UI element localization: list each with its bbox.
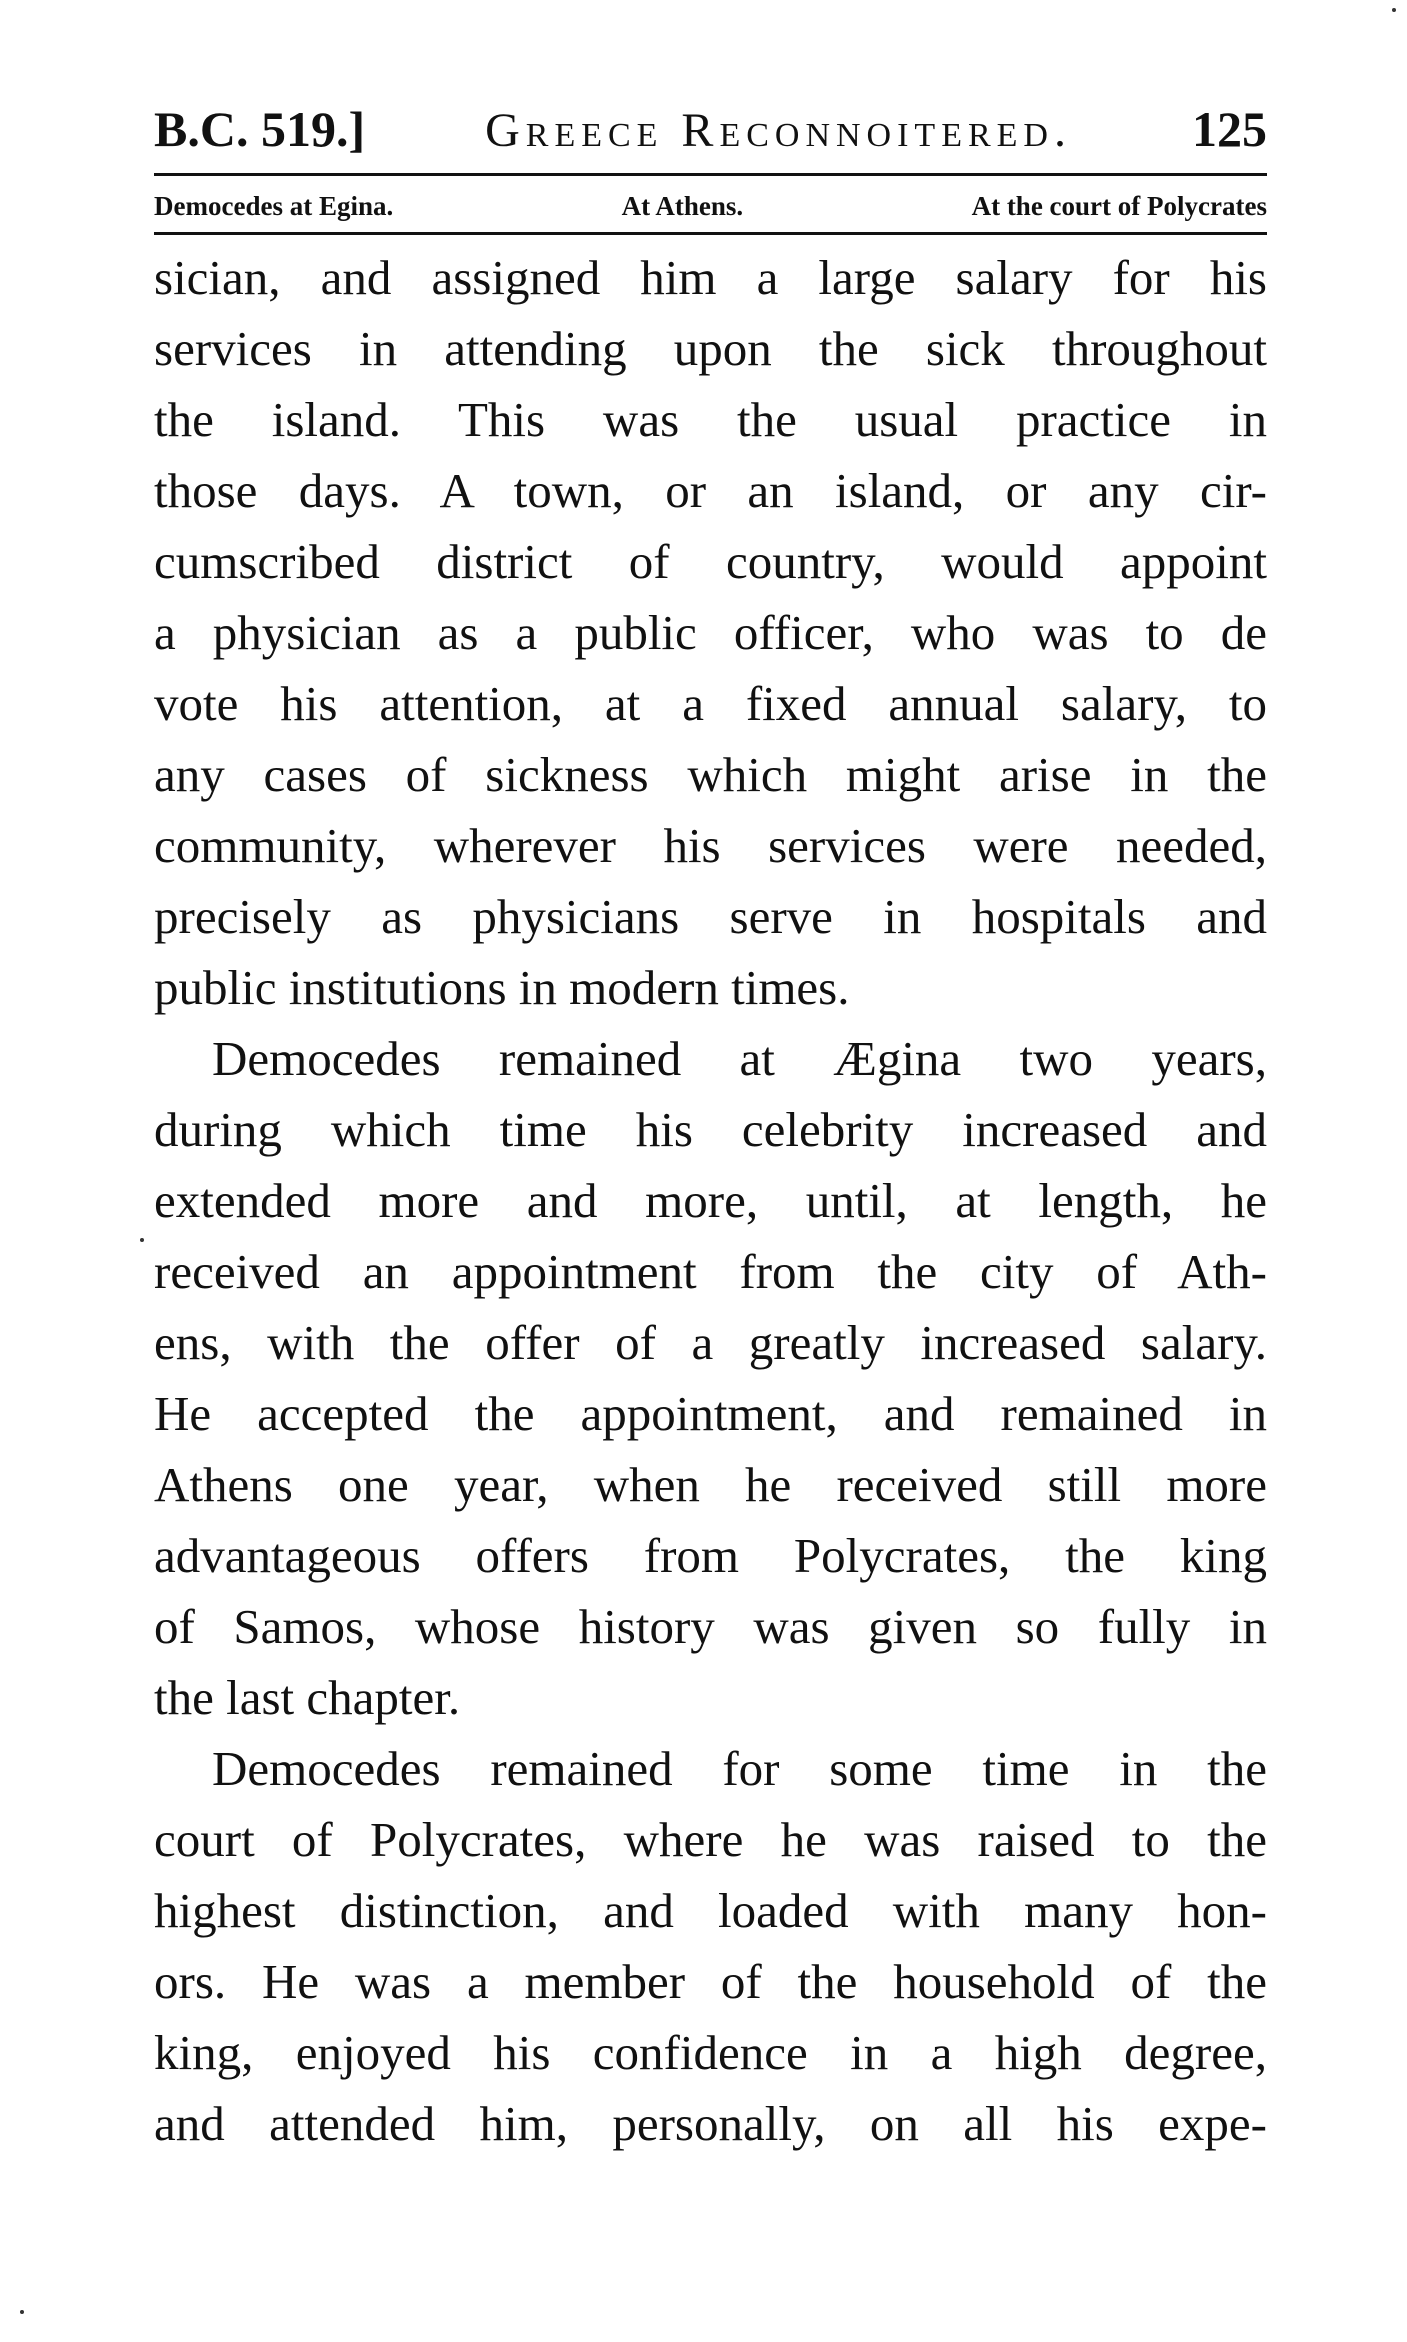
text-line: Democedes remained for some time in the	[212, 1741, 1267, 1796]
text-line: vote his attention, at a fixed annual salary, to	[154, 676, 1267, 731]
text-line: and attended him, personally, on all his expe-	[154, 2096, 1267, 2151]
text-line: the last chapter.	[154, 1670, 461, 1725]
text-line: court of Polycrates, where he was raised to the	[154, 1812, 1267, 1867]
subheading: At Athens.	[621, 190, 744, 221]
text-line: services in attending upon the sick throughout	[154, 321, 1267, 376]
text-line: of Samos, whose history was given so fully in	[154, 1599, 1267, 1654]
body-text	[154, 242, 1267, 2159]
text-line: advantageous offers from Polycrates, the king	[154, 1528, 1267, 1583]
text-line: sician, and assigned him a large salary for his	[154, 250, 1267, 305]
text-line: those days. A town, or an island, or any cir-	[154, 463, 1267, 518]
scan-speck	[140, 1238, 144, 1242]
subheading: Democedes at Egina.	[154, 190, 394, 221]
top-rule	[154, 173, 1267, 176]
scan-speck	[20, 2310, 24, 2314]
text-line: king, enjoyed his confidence in a high degree,	[154, 2025, 1267, 2080]
running-head-date: B.C. 519.]	[154, 101, 366, 157]
page-number: 125	[1191, 101, 1267, 157]
text-line: ors. He was a member of the household of the	[154, 1954, 1267, 2009]
text-line: highest distinction, and loaded with many hon-	[154, 1883, 1267, 1938]
text-line: the island. This was the usual practice in	[154, 392, 1267, 447]
text-line: He accepted the appointment, and remained in	[154, 1386, 1267, 1441]
text-line: any cases of sickness which might arise in the	[154, 747, 1267, 802]
text-line: community, wherever his services were needed,	[154, 818, 1267, 873]
running-head-title: Greece Reconnoitered.	[485, 104, 1072, 157]
text-line: a physician as a public officer, who was to de	[154, 605, 1267, 660]
text-line: during which time his celebrity increased and	[154, 1102, 1267, 1157]
scan-speck	[1392, 8, 1396, 12]
subheading: At the court of Polycrates	[971, 190, 1267, 221]
bottom-rule	[154, 232, 1267, 235]
running-head	[154, 100, 1267, 162]
text-line: ens, with the offer of a greatly increased salary.	[154, 1315, 1267, 1370]
text-line: cumscribed district of country, would appoint	[154, 534, 1267, 589]
marginal-subheadings	[154, 188, 1267, 224]
text-line: Democedes remained at Ægina two years,	[212, 1031, 1267, 1086]
text-line: extended more and more, until, at length, he	[154, 1173, 1267, 1228]
text-line: received an appointment from the city of Ath-	[154, 1244, 1267, 1299]
text-line: public institutions in modern times.	[154, 960, 850, 1015]
text-line: precisely as physicians serve in hospitals and	[154, 889, 1267, 944]
text-line: Athens one year, when he received still more	[154, 1457, 1267, 1512]
